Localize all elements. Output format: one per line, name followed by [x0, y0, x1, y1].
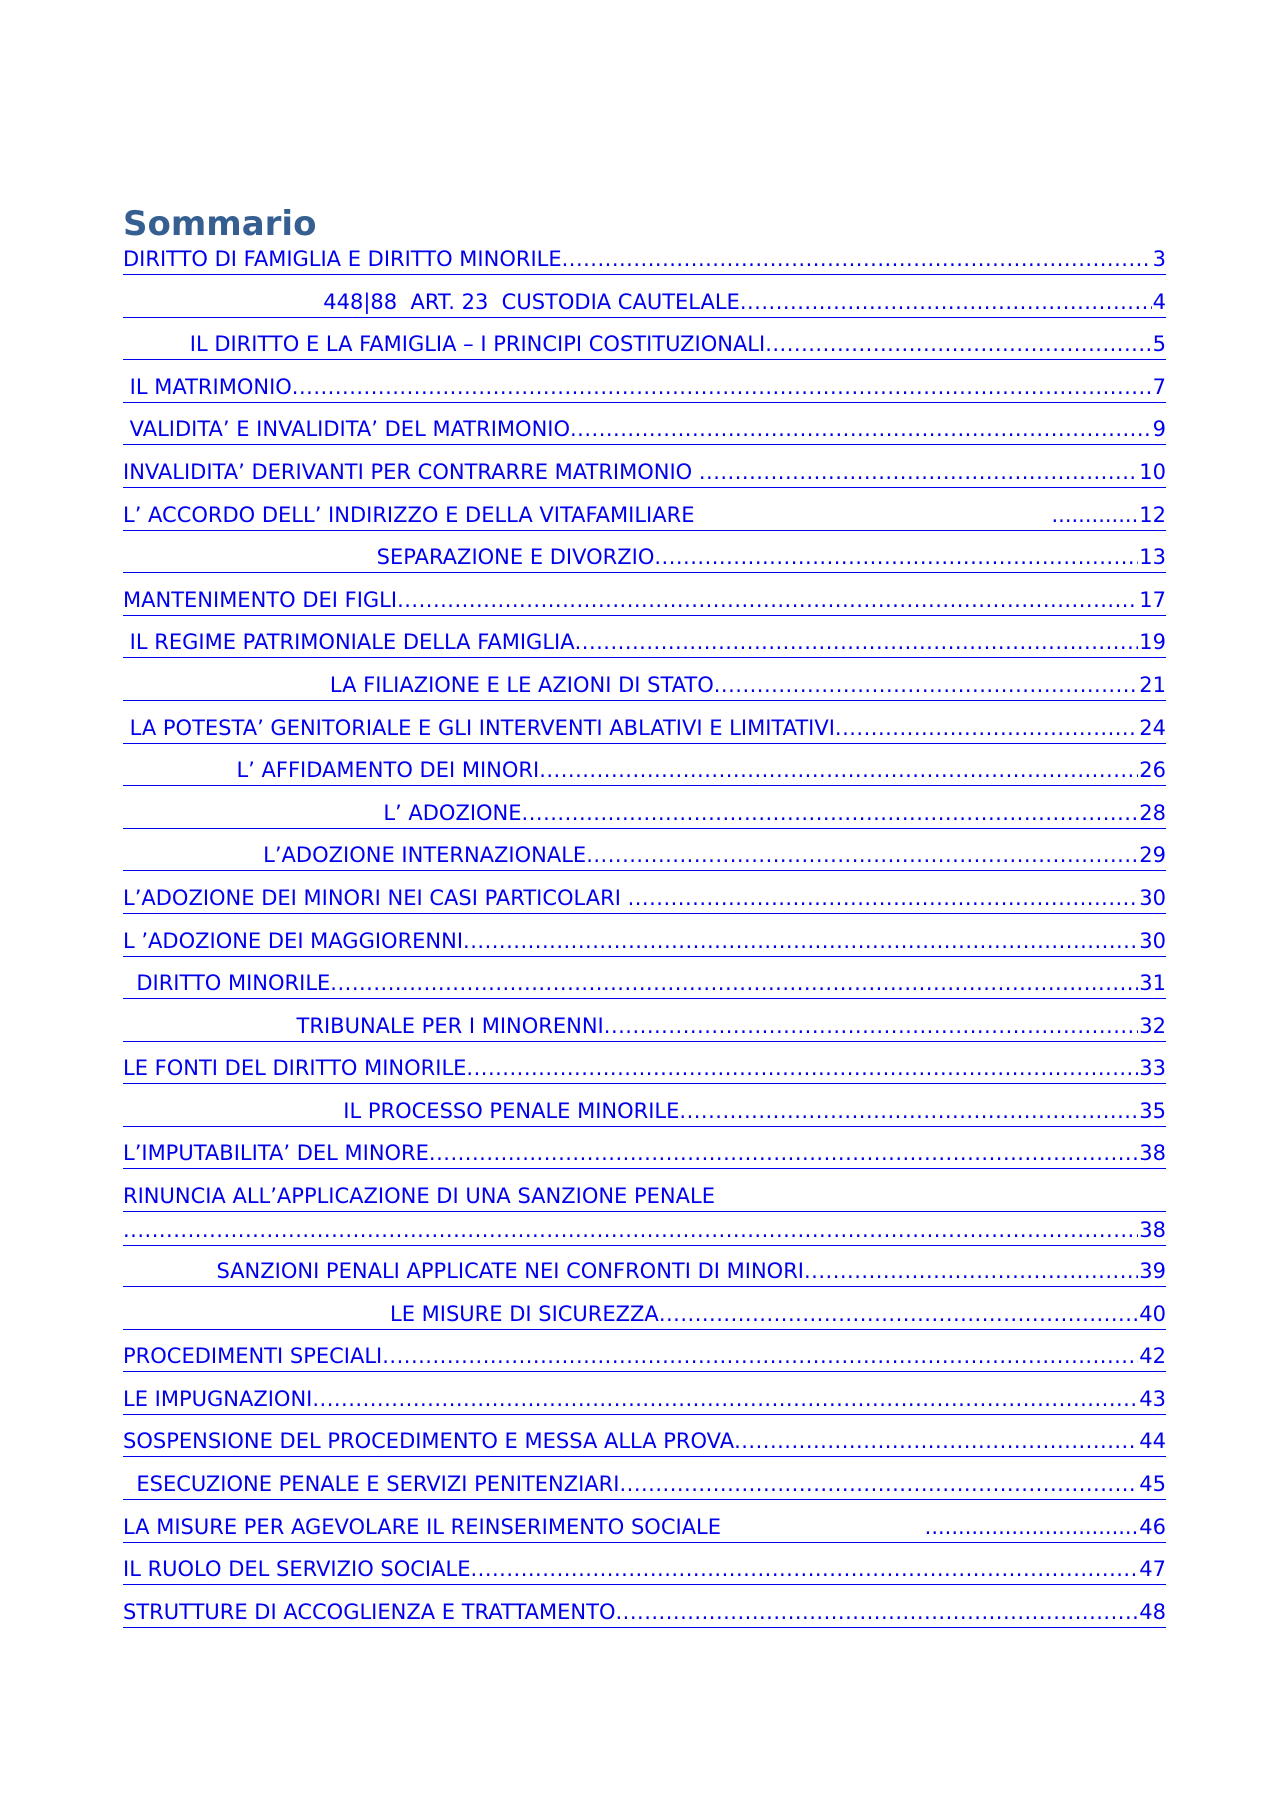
toc-page-number: 4 — [1152, 289, 1166, 314]
toc-entry[interactable] — [123, 1011, 1166, 1054]
toc-leader-dots — [765, 329, 1151, 359]
toc-entry-label: DIRITTO DI FAMIGLIA E DIRITTO MINORILE — [123, 247, 562, 271]
toc-entry-label: SEPARAZIONE E DIVORZIO — [123, 545, 655, 570]
toc-page-number: 44 — [1139, 1429, 1166, 1454]
toc-leader-dots: ................................ — [924, 1514, 1139, 1539]
toc-leader-dots — [616, 1597, 1139, 1627]
toc-entry[interactable] — [123, 798, 1166, 841]
toc-entry-label: LA POTESTA’ GENITORIALE E GLI INTERVENTI ABLATIVI E LIMITATIVI — [123, 715, 835, 740]
toc-entry[interactable] — [123, 287, 1166, 330]
toc-entry-label: LE MISURE DI SICUREZZA — [123, 1301, 659, 1326]
toc-entry-label: INVALIDITA’ DERIVANTI PER CONTRARRE MATRIMONIO — [123, 459, 699, 484]
toc-leader-dots — [628, 883, 1139, 913]
toc-entry-label: LE IMPUGNAZIONI — [123, 1386, 313, 1411]
toc-entry-label: VALIDITA’ E INVALIDITA’ DEL MATRIMONIO — [123, 417, 570, 442]
toc-page-number: 9 — [1152, 417, 1166, 442]
toc-leader-dots — [679, 1096, 1138, 1126]
toc-leader-dots — [330, 968, 1138, 998]
toc-leader-dots — [562, 244, 1152, 274]
toc-entry[interactable] — [123, 329, 1166, 372]
toc-entry-label: SANZIONI PENALI APPLICATE NEI CONFRONTI DI MINORI — [123, 1259, 804, 1284]
toc-page-number: 10 — [1139, 459, 1166, 484]
toc-leader-dots — [292, 372, 1152, 402]
toc-page-number: 38 — [1139, 1141, 1166, 1166]
toc-entry[interactable] — [123, 840, 1166, 883]
toc-page-number: 38 — [1139, 1218, 1166, 1243]
toc-page-number: 43 — [1139, 1386, 1166, 1411]
toc-leader-dots — [522, 798, 1139, 828]
toc-leader-dots — [575, 627, 1139, 657]
toc-entry-label: 448|88 ART. 23 CUSTODIA CAUTELALE — [123, 289, 740, 314]
toc-entry[interactable] — [123, 1384, 1166, 1427]
toc-entry[interactable] — [123, 926, 1166, 969]
toc-page-number: 5 — [1152, 332, 1166, 357]
toc-leader-dots — [586, 840, 1138, 870]
toc-entry-label: IL REGIME PATRIMONIALE DELLA FAMIGLIA — [123, 630, 575, 655]
toc-leader-dots — [470, 1554, 1138, 1584]
toc-entry-label: DIRITTO MINORILE — [123, 971, 331, 996]
toc-page-number: 12 — [1139, 502, 1166, 527]
toc-entry-label: IL DIRITTO E LA FAMIGLIA – I PRINCIPI COSTITUZIONALI — [123, 332, 766, 357]
toc-entry[interactable] — [123, 1554, 1166, 1597]
toc-entry[interactable] — [123, 968, 1166, 1011]
toc-entry-label: TRIBUNALE PER I MINORENNI — [123, 1013, 604, 1038]
toc-entry-label: L ’ADOZIONE DEI MAGGIORENNI — [123, 928, 464, 953]
toc-entry-label: L’ ACCORDO DELL’ INDIRIZZO E DELLA VITAFAMILIARE — [123, 502, 695, 527]
toc-page-number: 47 — [1139, 1557, 1166, 1582]
toc-leader-dots — [539, 755, 1138, 785]
toc-entry-label: L’IMPUTABILITA’ DEL MINORE — [123, 1141, 429, 1166]
toc-leader-dots — [699, 457, 1138, 487]
toc-leader-dots — [734, 1426, 1138, 1456]
toc-entry[interactable] — [123, 372, 1166, 415]
toc-page-number: 19 — [1139, 630, 1166, 655]
toc-leader-dots — [804, 1256, 1138, 1286]
toc-entry-label: LA FILIAZIONE E LE AZIONI DI STATO — [123, 672, 714, 697]
toc-page-number: 21 — [1139, 672, 1166, 697]
toc-page-number: 30 — [1139, 928, 1166, 953]
toc-leader-dots — [619, 1469, 1138, 1499]
toc-entry[interactable] — [123, 457, 1166, 500]
toc-entry-label: L’ADOZIONE INTERNAZIONALE — [123, 843, 587, 868]
toc-entry[interactable] — [123, 500, 1166, 543]
toc-entry-label: IL RUOLO DEL SERVIZIO SOCIALE — [123, 1557, 471, 1582]
toc-leader-dots — [123, 1215, 1138, 1245]
toc-entry[interactable] — [123, 1426, 1166, 1469]
toc-entry[interactable] — [123, 1138, 1166, 1181]
toc-entry[interactable] — [123, 1469, 1166, 1512]
toc-leader-dots: ............. — [1051, 502, 1139, 527]
toc-entry[interactable] — [123, 883, 1166, 926]
toc-entry[interactable] — [123, 1341, 1166, 1384]
toc-leader-dots — [466, 1053, 1138, 1083]
toc-entry-label: ESECUZIONE PENALE E SERVIZI PENITENZIARI — [123, 1472, 620, 1497]
table-of-contents — [123, 244, 1166, 1639]
toc-entry-label: IL PROCESSO PENALE MINORILE — [123, 1098, 680, 1123]
toc-entry[interactable] — [123, 1256, 1166, 1299]
toc-entry[interactable] — [123, 755, 1166, 798]
toc-entry-label: MANTENIMENTO DEI FIGLI — [123, 587, 398, 612]
toc-entry-label: STRUTTURE DI ACCOGLIENZA E TRATTAMENTO — [123, 1599, 616, 1624]
toc-page-number: 31 — [1139, 971, 1166, 996]
toc-entry[interactable] — [123, 1053, 1166, 1096]
toc-entry[interactable] — [123, 244, 1166, 287]
toc-leader-dots — [382, 1341, 1138, 1371]
toc-leader-dots — [835, 713, 1138, 743]
toc-entry[interactable] — [123, 627, 1166, 670]
toc-page-number: 3 — [1152, 247, 1166, 271]
toc-entry-label: SOSPENSIONE DEL PROCEDIMENTO E MESSA ALLA PROVA — [123, 1429, 735, 1454]
toc-leader-dots — [654, 542, 1138, 572]
toc-leader-dots — [429, 1138, 1138, 1168]
toc-entry[interactable] — [123, 414, 1166, 457]
toc-page-number: 13 — [1139, 545, 1166, 570]
toc-entry-label: L’ AFFIDAMENTO DEI MINORI — [123, 758, 540, 783]
toc-leader-dots — [570, 414, 1152, 444]
page-title: Sommario — [123, 204, 317, 244]
toc-leader-dots — [312, 1384, 1138, 1414]
toc-page-number: 48 — [1139, 1599, 1166, 1624]
toc-entry[interactable] — [123, 1597, 1166, 1640]
toc-entry-label: L’ADOZIONE DEI MINORI NEI CASI PARTICOLARI — [123, 885, 628, 910]
toc-entry-label: LE FONTI DEL DIRITTO MINORILE — [123, 1056, 467, 1081]
toc-entry[interactable] — [123, 713, 1166, 756]
toc-page-number: 35 — [1139, 1098, 1166, 1123]
toc-page-number: 33 — [1139, 1056, 1166, 1081]
toc-leader-dots — [604, 1011, 1139, 1041]
toc-page-number: 29 — [1139, 843, 1166, 868]
toc-page-number: 42 — [1139, 1344, 1166, 1369]
toc-page-number: 45 — [1139, 1472, 1166, 1497]
toc-entry-label: L’ ADOZIONE — [123, 800, 522, 825]
toc-page-number: 17 — [1139, 587, 1166, 612]
toc-page-number: 26 — [1139, 758, 1166, 783]
toc-entry[interactable] — [123, 585, 1166, 628]
toc-entry-label: PROCEDIMENTI SPECIALI — [123, 1344, 383, 1369]
toc-entry[interactable] — [123, 1181, 1166, 1256]
toc-entry[interactable] — [123, 670, 1166, 713]
toc-page-number: 46 — [1139, 1514, 1166, 1539]
toc-leader-dots — [397, 585, 1138, 615]
toc-page-number: 32 — [1139, 1013, 1166, 1038]
toc-leader-dots — [659, 1299, 1138, 1329]
toc-leader-dots — [463, 926, 1138, 956]
toc-page-number: 39 — [1139, 1259, 1166, 1284]
toc-page-number: 24 — [1139, 715, 1166, 740]
toc-entry-label: RINUNCIA ALL’APPLICAZIONE DI UNA SANZIONE PENALE — [123, 1181, 1166, 1212]
toc-entry-label: IL MATRIMONIO — [123, 374, 292, 399]
toc-page-number: 40 — [1139, 1301, 1166, 1326]
toc-page-number: 7 — [1152, 374, 1166, 399]
toc-entry[interactable] — [123, 542, 1166, 585]
toc-entry[interactable] — [123, 1096, 1166, 1139]
toc-entry-label: LA MISURE PER AGEVOLARE IL REINSERIMENTO SOCIALE — [123, 1514, 722, 1539]
toc-entry[interactable] — [123, 1299, 1166, 1342]
toc-page-number: 30 — [1139, 885, 1166, 910]
toc-page-number: 28 — [1139, 800, 1166, 825]
toc-entry[interactable] — [123, 1512, 1166, 1555]
toc-leader-dots — [740, 287, 1152, 317]
toc-leader-dots — [714, 670, 1139, 700]
